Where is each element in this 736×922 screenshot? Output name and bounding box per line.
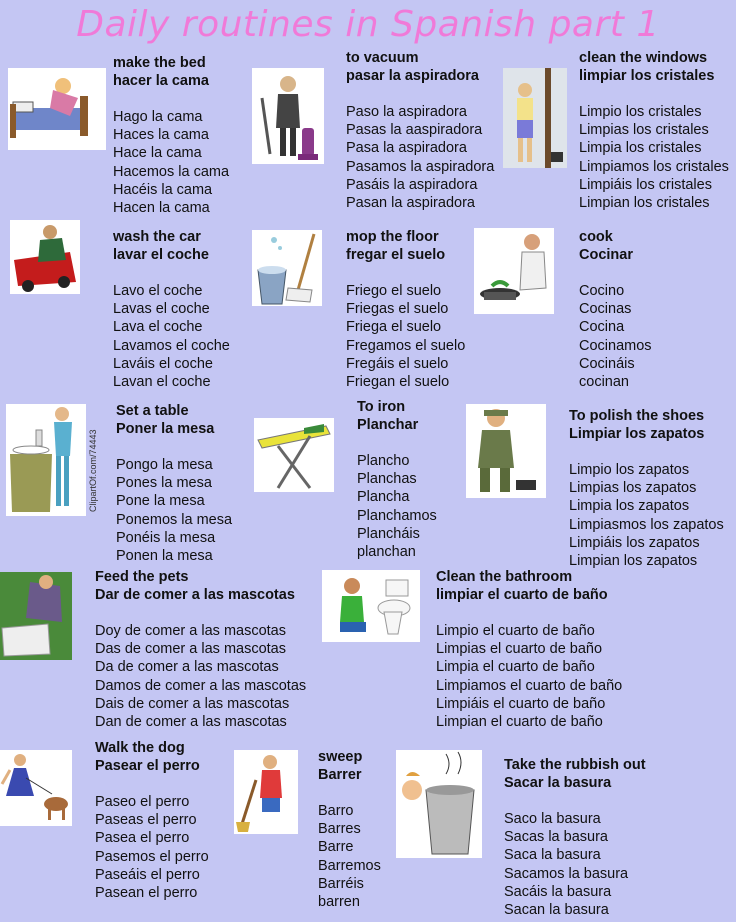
clean-windows-illustration	[503, 68, 567, 168]
conjugation-list	[569, 461, 724, 570]
conjugation-vosotros: Limpiáis el cuarto de baño	[436, 695, 606, 712]
conjugation-list	[579, 103, 729, 212]
routine-english: sweep	[318, 749, 363, 765]
conjugation-nosotros: Limpiamos los cristales	[579, 158, 729, 175]
conjugation-ellos: Limpian los zapatos	[569, 553, 698, 570]
conjugation-vosotros: Laváis el coche	[113, 355, 213, 372]
conjugation-vosotros: Paseáis el perro	[95, 866, 200, 883]
conjugation-list	[318, 802, 381, 911]
routine-vacuum	[346, 49, 494, 212]
conjugation-ellos: Dan de comer a las mascotas	[95, 714, 287, 731]
conjugation-tu: Limpias los zapatos	[569, 480, 697, 497]
conjugation-yo: Cocino	[579, 283, 625, 299]
conjugation-tu: Friegas el suelo	[346, 301, 449, 318]
routine-make-bed	[113, 54, 229, 217]
wash-car-illustration	[10, 220, 80, 294]
routine-spanish: fregar el suelo	[346, 247, 446, 263]
make-bed-illustration	[8, 68, 106, 150]
conjugation-el: Cocina	[579, 319, 625, 336]
conjugation-vosotros: Sacáis la basura	[504, 883, 612, 900]
conjugation-ellos: Hacen la cama	[113, 200, 210, 217]
routine-spanish: Barrer	[318, 767, 362, 783]
conjugation-vosotros: Cocináis	[579, 355, 635, 372]
routine-english: wash the car	[113, 229, 201, 245]
conjugation-tu: Paseas el perro	[95, 812, 197, 829]
conjugation-el: Limpia los cristales	[579, 140, 702, 157]
clean-bathroom-illustration	[322, 570, 420, 642]
walk-dog-illustration	[0, 750, 72, 826]
conjugation-vosotros: Barréis	[318, 875, 364, 892]
conjugation-yo: Friego el suelo	[346, 283, 442, 299]
conjugation-ellos: Pasean el perro	[95, 885, 198, 902]
clipart-credit: ClipartOf.com/74443	[88, 429, 98, 512]
routine-set-table	[116, 402, 232, 565]
routine-spanish: Pasear el perro	[95, 758, 200, 774]
conjugation-list	[95, 622, 306, 731]
vacuum-illustration	[252, 68, 324, 164]
conjugation-nosotros: Fregamos el suelo	[346, 337, 466, 354]
conjugation-tu: Limpias los cristales	[579, 122, 709, 139]
conjugation-el: Limpia los zapatos	[569, 498, 690, 515]
conjugation-list	[346, 103, 494, 212]
conjugation-vosotros: Limpiáis los cristales	[579, 176, 712, 193]
routine-english: To polish the shoes	[569, 408, 705, 424]
conjugation-nosotros: Planchamos	[357, 507, 437, 524]
conjugation-list	[436, 622, 622, 731]
conjugation-list	[95, 793, 209, 902]
conjugation-tu: Lavas el coche	[113, 301, 210, 318]
conjugation-el: Lava el coche	[113, 319, 203, 336]
conjugation-ellos: Pasan la aspiradora	[346, 195, 475, 212]
conjugation-ellos: Sacan la basura	[504, 902, 609, 919]
conjugation-list	[116, 456, 232, 565]
conjugation-tu: Planchas	[357, 471, 417, 488]
routine-spanish: lavar el coche	[113, 247, 209, 263]
conjugation-yo: Paso la aspiradora	[346, 104, 467, 120]
conjugation-yo: Lavo el coche	[113, 283, 203, 299]
conjugation-nosotros: Sacamos la basura	[504, 865, 629, 882]
conjugation-list	[346, 282, 465, 391]
routine-sweep	[318, 748, 381, 911]
conjugation-nosotros: Hacemos la cama	[113, 163, 230, 180]
routine-spanish: Dar de comer a las mascotas	[95, 587, 295, 603]
routine-english: Set a table	[116, 403, 189, 419]
conjugation-nosotros: Limpiamos el cuarto de baño	[436, 677, 623, 694]
conjugation-tu: Sacas la basura	[504, 829, 608, 846]
conjugation-vosotros: Ponéis la mesa	[116, 529, 216, 546]
conjugation-nosotros: Cocinamos	[579, 337, 652, 354]
conjugation-yo: Limpio los zapatos	[569, 462, 690, 478]
routine-spanish: limpiar los cristales	[579, 68, 715, 84]
conjugation-tu: Haces la cama	[113, 127, 209, 144]
conjugation-yo: Limpio el cuarto de baño	[436, 623, 595, 639]
conjugation-nosotros: Lavamos el coche	[113, 337, 230, 354]
routine-spanish: Planchar	[357, 417, 419, 433]
conjugation-ellos: planchan	[357, 544, 416, 561]
routine-english: To iron	[357, 399, 406, 415]
conjugation-nosotros: Damos de comer a las mascotas	[95, 677, 307, 694]
conjugation-list	[113, 108, 229, 217]
conjugation-list	[357, 452, 437, 561]
conjugation-ellos: cocinan	[579, 374, 629, 391]
conjugation-yo: Doy de comer a las mascotas	[95, 623, 286, 639]
routine-spanish: Cocinar	[579, 247, 633, 263]
routine-english: Take the rubbish out	[504, 757, 646, 773]
routine-spanish: hacer la cama	[113, 73, 209, 89]
iron-illustration	[254, 418, 334, 492]
routine-walk-dog	[95, 739, 209, 902]
routine-english: Feed the pets	[95, 569, 189, 585]
conjugation-list	[504, 810, 646, 919]
routine-polish-shoes	[569, 407, 724, 570]
routine-english: to vacuum	[346, 50, 419, 66]
conjugation-vosotros: Plancháis	[357, 525, 420, 542]
routine-spanish: Limpiar los zapatos	[569, 426, 705, 442]
conjugation-ellos: Limpian los cristales	[579, 195, 710, 212]
routine-spanish: Sacar la basura	[504, 775, 612, 791]
conjugation-tu: Barres	[318, 821, 361, 838]
sweep-illustration	[234, 750, 298, 834]
conjugation-el: Da de comer a las mascotas	[95, 659, 279, 676]
conjugation-nosotros: Ponemos la mesa	[116, 511, 233, 528]
conjugation-el: Pasea el perro	[95, 830, 190, 847]
conjugation-yo: Limpio los cristales	[579, 104, 702, 120]
conjugation-el: Hace la cama	[113, 145, 202, 162]
conjugation-tu: Cocinas	[579, 301, 632, 318]
conjugation-vosotros: Dais de comer a las mascotas	[95, 695, 290, 712]
conjugation-el: Pone la mesa	[116, 493, 205, 510]
conjugation-el: Pasa la aspiradora	[346, 140, 467, 157]
routine-english: mop the floor	[346, 229, 439, 245]
routine-spanish: limpiar el cuarto de baño	[436, 587, 608, 603]
conjugation-yo: Pongo la mesa	[116, 457, 213, 473]
conjugation-list	[113, 282, 230, 391]
polish-shoes-illustration	[466, 404, 546, 498]
conjugation-yo: Hago la cama	[113, 109, 203, 125]
conjugation-yo: Plancho	[357, 453, 410, 469]
conjugation-nosotros: Pasemos el perro	[95, 848, 209, 865]
conjugation-ellos: Ponen la mesa	[116, 548, 213, 565]
conjugation-vosotros: Hacéis la cama	[113, 181, 213, 198]
conjugation-vosotros: Fregáis el suelo	[346, 355, 449, 372]
conjugation-vosotros: Pasáis la aspiradora	[346, 176, 478, 193]
rubbish-illustration	[396, 750, 482, 858]
conjugation-tu: Limpias el cuarto de baño	[436, 641, 603, 658]
conjugation-el: Plancha	[357, 489, 410, 506]
mop-bucket-illustration	[252, 230, 322, 306]
routine-english: cook	[579, 229, 613, 245]
feed-pets-illustration	[0, 572, 72, 660]
conjugation-vosotros: Limpiáis los zapatos	[569, 534, 700, 551]
routine-english: clean the windows	[579, 50, 708, 66]
routine-english: Walk the dog	[95, 740, 185, 756]
page-title: Daily routines in Spanish part 1	[76, 4, 660, 45]
conjugation-tu: Pasas la aaspiradora	[346, 122, 483, 139]
set-table-illustration	[6, 404, 86, 516]
routine-feed-pets	[95, 568, 306, 731]
routine-wash-car	[113, 228, 230, 391]
routine-english: make the bed	[113, 55, 206, 71]
conjugation-tu: Pones la mesa	[116, 475, 212, 492]
conjugation-ellos: Friegan el suelo	[346, 374, 450, 391]
conjugation-el: Saca la basura	[504, 847, 601, 864]
routine-mop-floor	[346, 228, 465, 391]
routine-english: Clean the bathroom	[436, 569, 573, 585]
conjugation-el: Friega el suelo	[346, 319, 442, 336]
routine-spanish: Poner la mesa	[116, 421, 215, 437]
conjugation-el: Limpia el cuarto de baño	[436, 659, 595, 676]
conjugation-yo: Paseo el perro	[95, 794, 190, 810]
conjugation-nosotros: Pasamos la aspiradora	[346, 158, 495, 175]
conjugation-el: Barre	[318, 839, 354, 856]
conjugation-yo: Saco la basura	[504, 811, 601, 827]
routine-spanish: pasar la aspiradora	[346, 68, 479, 84]
conjugation-ellos: barren	[318, 894, 360, 911]
conjugation-list	[579, 282, 652, 391]
conjugation-tu: Das de comer a las mascotas	[95, 641, 286, 658]
conjugation-ellos: Lavan el coche	[113, 374, 211, 391]
conjugation-nosotros: Barremos	[318, 857, 381, 874]
routine-iron	[357, 398, 437, 561]
cook-illustration	[474, 228, 554, 314]
conjugation-yo: Barro	[318, 803, 354, 819]
conjugation-nosotros: Limpiasmos los zapatos	[569, 516, 724, 533]
conjugation-ellos: Limpian el cuarto de baño	[436, 714, 603, 731]
routine-rubbish	[504, 756, 646, 919]
routine-clean-windows	[579, 49, 729, 212]
routine-cook	[579, 228, 652, 391]
routine-clean-bathroom	[436, 568, 622, 731]
